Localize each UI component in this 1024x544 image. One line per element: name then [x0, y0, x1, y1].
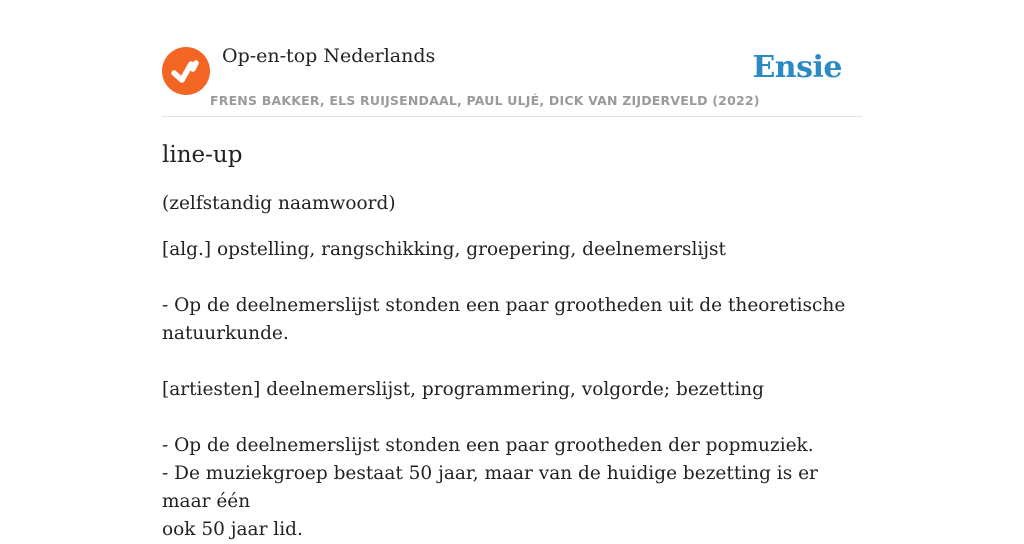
source-title[interactable]: Op-en-top Nederlands	[222, 45, 436, 67]
entry-line: ook 50 jaar lid.	[162, 519, 303, 540]
line-gap	[162, 404, 862, 432]
line-gap	[162, 264, 862, 292]
entry-line: natuurkunde.	[162, 323, 289, 344]
orange-checkmark-circle-icon	[162, 47, 210, 95]
entry-body	[162, 236, 862, 544]
source-authors: FRENS BAKKER, ELS RUIJSENDAAL, PAUL ULJÉ, DICK VAN ZIJDERVELD (2022)	[210, 93, 760, 108]
entry-content	[162, 138, 862, 544]
source-header	[162, 0, 862, 117]
entry-headword: line-up	[162, 142, 243, 168]
entry-line: [artiesten] deelnemerslijst, programmering, volgorde; bezetting	[162, 379, 764, 400]
entry-line: - De muziekgroep bestaat 50 jaar, maar van de huidige bezetting is er maar één	[162, 463, 818, 512]
entry-line: [alg.] opstelling, rangschikking, groepering, deelnemerslijst	[162, 239, 726, 260]
entry-line: - Op de deelnemerslijst stonden een paar grootheden uit de theoretische	[162, 295, 846, 316]
part-of-speech: (zelfstandig naamwoord)	[162, 193, 396, 214]
entry-line: - Op de deelnemerslijst stonden een paar grootheden der popmuziek.	[162, 435, 814, 456]
ensie-logo[interactable]: Ensie	[752, 50, 842, 85]
line-gap	[162, 348, 862, 376]
